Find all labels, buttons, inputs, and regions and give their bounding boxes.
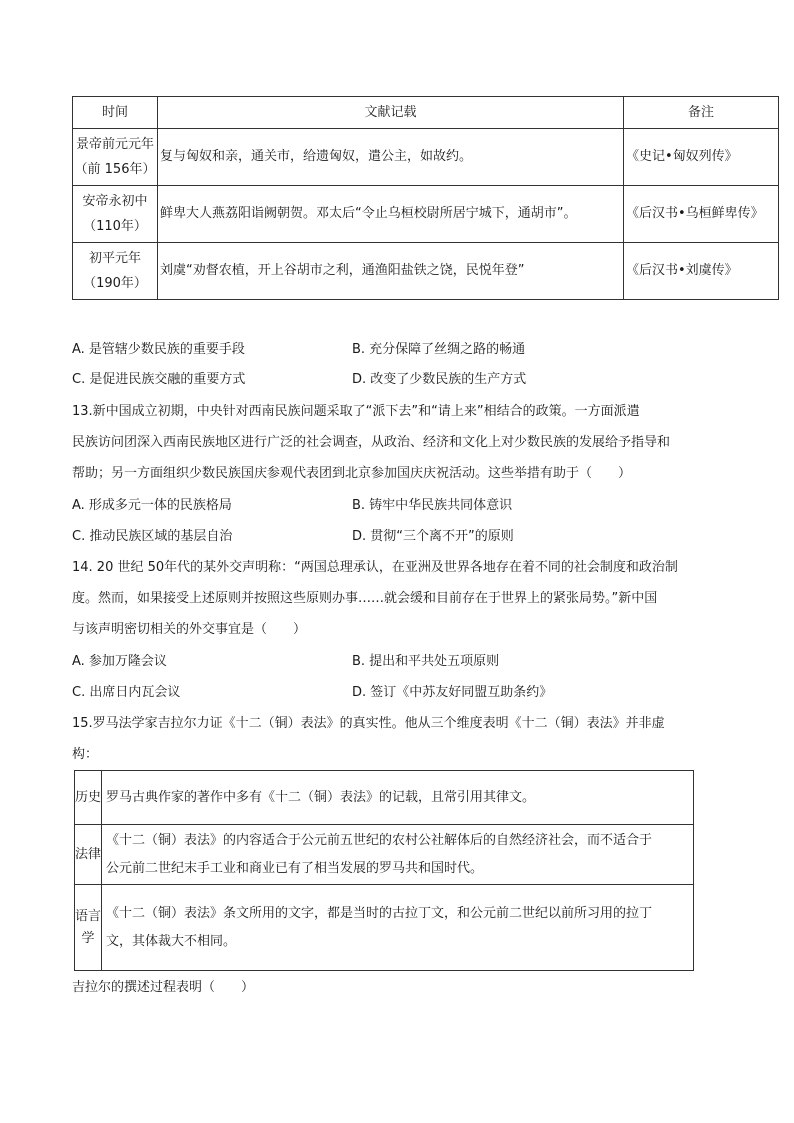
row-record: 复与匈奴和亲，通关市，给遗匈奴，遣公主，如故约。 — [158, 129, 624, 186]
time-line: 初平元年 — [88, 251, 141, 266]
header-record: 文献记载 — [158, 97, 624, 129]
q14-options-row-2 — [72, 683, 712, 703]
row-time — [73, 186, 158, 243]
q13-options-row-2 — [72, 527, 712, 547]
evidence-table — [74, 770, 694, 971]
q15-stem-line: 15.罗马法学家吉拉尔力证《十二（铜）表法》的真实性。他从三个维度表明《十二（铜）表法》并非虚 — [72, 716, 665, 731]
q13-stem-line: 帮助；另一方面组织少数民族国庆参观代表团到北京参加国庆庆祝活动。这些举措有助于（ ） — [72, 466, 632, 481]
row-text — [102, 885, 694, 971]
row-text-line: 《十二（铜）表法》条文所用的文字，都是当时的古拉丁文，和公元前二世纪以前所习用的拉丁 — [106, 905, 653, 921]
row-time — [73, 129, 158, 186]
q12-option-c[interactable]: C. 是促进民族交融的重要方式 — [72, 372, 246, 387]
table-row — [75, 771, 694, 825]
historical-records-table — [72, 96, 779, 300]
row-text — [102, 825, 694, 885]
row-label: 语言学 — [75, 885, 102, 971]
row-record: 鲜卑大人燕荔阳诣阙朝贺。邓太后“令止乌桓校尉所居宁城下，通胡市”。 — [158, 186, 624, 243]
row-text — [102, 771, 694, 825]
q12-options-row-1 — [72, 340, 712, 360]
table-row — [73, 186, 779, 243]
q13-options-row-1 — [72, 496, 712, 516]
row-note: 《后汉书•刘虞传》 — [624, 243, 779, 300]
row-text-line: 罗马古典作家的著作中多有《十二（铜）表法》的记载，且常引用其律文。 — [106, 789, 536, 805]
table-row — [75, 885, 694, 971]
q13-option-b[interactable]: B. 铸牢中华民族共同体意识 — [352, 498, 513, 513]
time-line: （110年） — [83, 219, 147, 234]
q14-options-row-1 — [72, 652, 712, 672]
q14-stem-line: 度。然而，如果接受上述原则并按照这些原则办事……就会缓和目前存在于世界上的紧张局势。”新中国 — [72, 591, 658, 606]
q14-stem-line: 与该声明密切相关的外交事宜是（ ） — [72, 622, 307, 637]
q14-option-d[interactable]: D. 签订《中苏友好同盟互助条约》 — [352, 685, 553, 700]
q13-stem-line: 民族访问团深入西南民族地区进行广泛的社会调查，从政治、经济和文化上对少数民族的发展给予指导和 — [72, 435, 671, 450]
row-text-line: 公元前二世纪末手工业和商业已有了相当发展的罗马共和国时代。 — [106, 860, 484, 876]
row-label: 法律 — [75, 825, 102, 885]
row-note: 《后汉书•乌桓鲜卑传》 — [624, 186, 779, 243]
q13-stem-line: 13.新中国成立初期，中央针对西南民族问题采取了“派下去”和“请上来”相结合的政策。一方面派遣 — [72, 404, 640, 419]
time-line: （190年） — [83, 276, 147, 291]
q14-option-a[interactable]: A. 参加万隆会议 — [72, 654, 167, 669]
q15-stem-line: 构： — [72, 747, 99, 762]
row-time — [73, 243, 158, 300]
q12-options-row-2 — [72, 370, 712, 390]
time-line: 安帝永初中 — [82, 194, 148, 209]
q14-option-c[interactable]: C. 出席日内瓦会议 — [72, 685, 181, 700]
q13-option-c[interactable]: C. 推动民族区域的基层自治 — [72, 529, 233, 544]
q15-stem-end: 吉拉尔的撰述过程表明（ ） — [72, 980, 255, 995]
row-label: 历史 — [75, 771, 102, 825]
table-header-row — [73, 97, 779, 129]
table-row — [73, 243, 779, 300]
header-note: 备注 — [624, 97, 779, 129]
q14-stem-line: 14. 20 世纪 50年代的某外交声明称：“两国总理承认，在亚洲及世界各地存在着不同的社会制度和政治制 — [72, 560, 678, 575]
q13-option-d[interactable]: D. 贯彻“三个离不开”的原则 — [352, 529, 514, 544]
table-row — [73, 129, 779, 186]
time-line: 景帝前元元年 — [75, 137, 154, 152]
q13-option-a[interactable]: A. 形成多元一体的民族格局 — [72, 498, 232, 513]
q12-option-a[interactable]: A. 是管辖少数民族的重要手段 — [72, 342, 245, 357]
row-note: 《史记•匈奴列传》 — [624, 129, 779, 186]
header-time: 时间 — [73, 97, 158, 129]
q12-option-b[interactable]: B. 充分保障了丝绸之路的畅通 — [352, 342, 526, 357]
table-row — [75, 825, 694, 885]
q14-option-b[interactable]: B. 提出和平共处五项原则 — [352, 654, 500, 669]
q12-option-d[interactable]: D. 改变了少数民族的生产方式 — [352, 372, 527, 387]
row-record: 刘虞“劝督农植，开上谷胡市之利，通渔阳盐铁之饶，民悦年登” — [158, 243, 624, 300]
row-text-line: 文，其体裁大不相同。 — [106, 933, 237, 949]
row-text-line: 《十二（铜）表法》的内容适合于公元前五世纪的农村公社解体后的自然经济社会，而不适合于 — [106, 832, 653, 848]
time-line: （前 156年） — [74, 162, 156, 177]
